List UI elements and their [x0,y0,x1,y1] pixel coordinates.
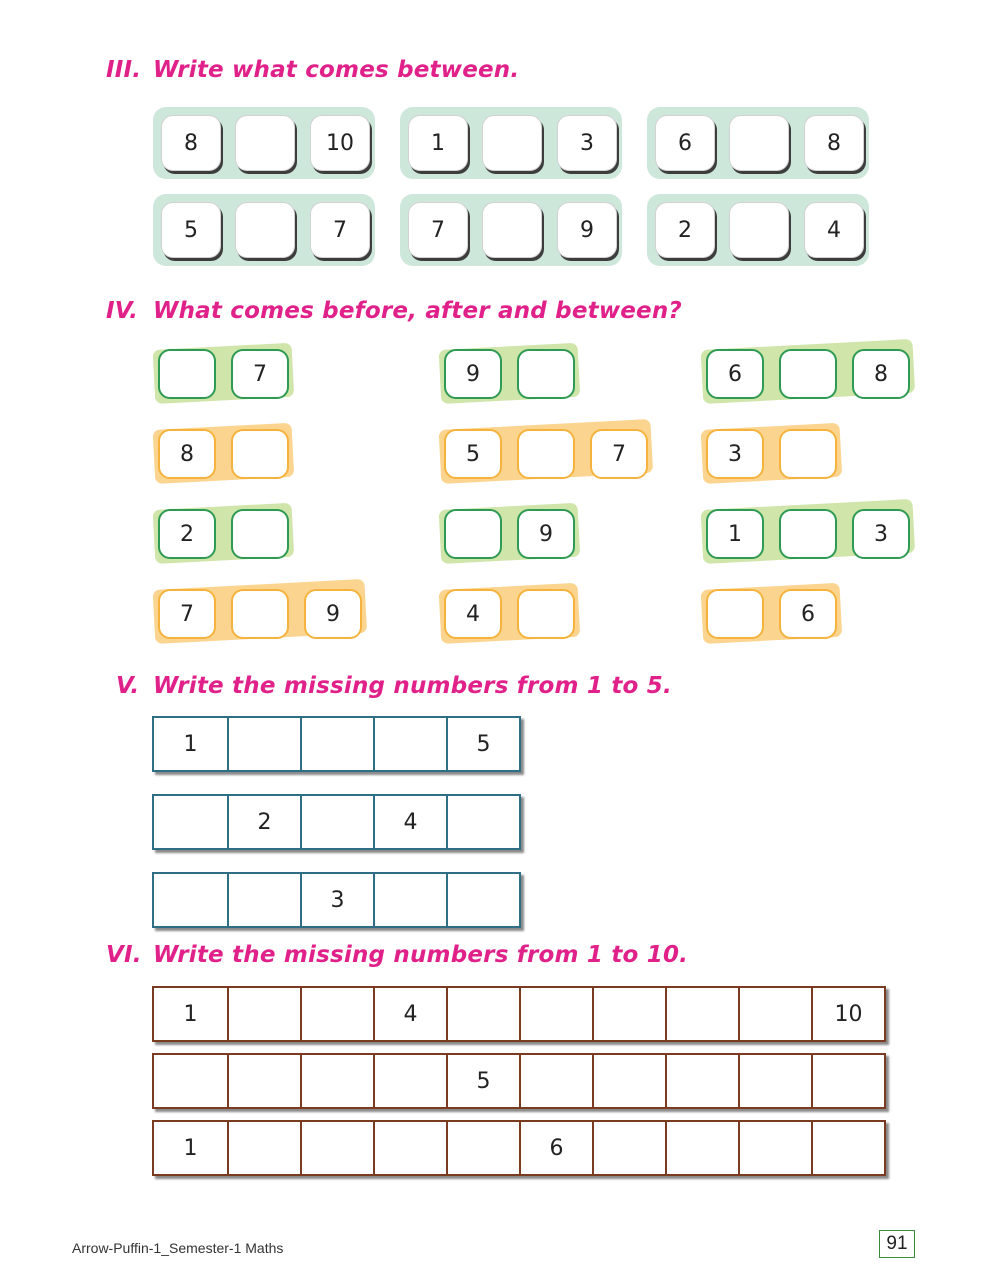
number-box: 8 [852,349,910,399]
answer-cell[interactable] [665,1122,738,1174]
answer-box[interactable] [235,202,295,258]
answer-cell[interactable] [519,1055,592,1107]
answer-cell[interactable] [227,1122,300,1174]
between-strip [153,194,375,266]
section-6-heading [106,942,688,968]
number-card: 8 [804,115,864,171]
number-box: 9 [304,589,362,639]
between-strip [400,107,622,179]
answer-box[interactable] [482,202,542,258]
number-cell: 1 [154,1122,227,1174]
section-6-title: Write the missing numbers from 1 to 10. [153,942,689,968]
answer-box[interactable] [231,589,289,639]
answer-cell[interactable] [446,874,519,926]
answer-cell[interactable] [446,796,519,848]
answer-box[interactable] [779,509,837,559]
number-box: 8 [158,429,216,479]
number-card: 8 [161,115,221,171]
number-box: 6 [779,589,837,639]
answer-cell[interactable] [300,718,373,770]
answer-cell[interactable] [665,988,738,1040]
page-number: 91 [879,1230,915,1258]
answer-cell[interactable] [738,1122,811,1174]
answer-cell[interactable] [300,796,373,848]
number-cell: 10 [811,988,884,1040]
answer-cell[interactable] [300,1055,373,1107]
number-cell: 4 [373,988,446,1040]
answer-cell[interactable] [373,1122,446,1174]
between-strip [153,107,375,179]
section-3-number: III. [106,57,142,83]
number-box: 5 [444,429,502,479]
section-4-heading [106,298,682,324]
number-cell: 5 [446,718,519,770]
answer-cell[interactable] [446,1122,519,1174]
answer-cell[interactable] [154,1055,227,1107]
between-strip [647,107,869,179]
number-card: 2 [655,202,715,258]
answer-cell[interactable] [519,988,592,1040]
answer-box[interactable] [779,349,837,399]
answer-cell[interactable] [446,988,519,1040]
answer-cell[interactable] [300,1122,373,1174]
number-card: 3 [557,115,617,171]
section-5-number: V. [116,673,140,699]
number-card: 1 [408,115,468,171]
answer-cell[interactable] [373,1055,446,1107]
answer-box[interactable] [231,509,289,559]
number-cell: 5 [446,1055,519,1107]
number-box: 9 [517,509,575,559]
number-grid [152,716,521,772]
answer-box[interactable] [706,589,764,639]
answer-box[interactable] [482,115,542,171]
number-box: 1 [706,509,764,559]
number-box: 2 [158,509,216,559]
answer-cell[interactable] [373,718,446,770]
answer-cell[interactable] [665,1055,738,1107]
answer-box[interactable] [729,115,789,171]
answer-cell[interactable] [738,1055,811,1107]
number-card: 7 [310,202,370,258]
number-grid [152,794,521,850]
answer-cell[interactable] [592,1122,665,1174]
answer-cell[interactable] [811,1122,884,1174]
section-3-title: Write what comes between. [153,57,520,83]
number-cell: 3 [300,874,373,926]
section-4-title: What comes before, after and between? [153,298,682,324]
answer-box[interactable] [235,115,295,171]
book-title-footer: Arrow-Puffin-1_Semester-1 Maths [72,1240,284,1256]
number-card: 4 [804,202,864,258]
number-grid [152,1053,886,1109]
number-card: 6 [655,115,715,171]
answer-box[interactable] [517,589,575,639]
number-cell: 6 [519,1122,592,1174]
number-box: 4 [444,589,502,639]
answer-box[interactable] [444,509,502,559]
section-5-title: Write the missing numbers from 1 to 5. [153,673,672,699]
number-box: 3 [706,429,764,479]
between-strip [647,194,869,266]
answer-box[interactable] [729,202,789,258]
answer-cell[interactable] [811,1055,884,1107]
number-grid [152,1120,886,1176]
section-6-number: VI. [106,942,142,968]
number-cell: 2 [227,796,300,848]
answer-cell[interactable] [227,988,300,1040]
answer-cell[interactable] [738,988,811,1040]
answer-box[interactable] [158,349,216,399]
number-box: 6 [706,349,764,399]
answer-cell[interactable] [592,988,665,1040]
number-cell: 4 [373,796,446,848]
number-card: 7 [408,202,468,258]
answer-box[interactable] [779,429,837,479]
number-grid [152,872,521,928]
answer-box[interactable] [231,429,289,479]
between-strip [400,194,622,266]
number-cell: 1 [154,988,227,1040]
section-4-number: IV. [106,298,139,324]
number-grid [152,986,886,1042]
number-card: 9 [557,202,617,258]
number-box: 3 [852,509,910,559]
answer-box[interactable] [517,349,575,399]
section-5-heading [116,673,672,699]
answer-cell[interactable] [227,874,300,926]
number-card: 5 [161,202,221,258]
answer-cell[interactable] [154,796,227,848]
number-box: 9 [444,349,502,399]
number-box: 7 [590,429,648,479]
number-box: 7 [158,589,216,639]
number-box: 7 [231,349,289,399]
answer-cell[interactable] [300,988,373,1040]
answer-cell[interactable] [227,1055,300,1107]
answer-cell[interactable] [154,874,227,926]
number-card: 10 [310,115,370,171]
number-cell: 1 [154,718,227,770]
answer-box[interactable] [517,429,575,479]
answer-cell[interactable] [227,718,300,770]
section-3-heading [106,57,519,83]
answer-cell[interactable] [373,874,446,926]
answer-cell[interactable] [592,1055,665,1107]
